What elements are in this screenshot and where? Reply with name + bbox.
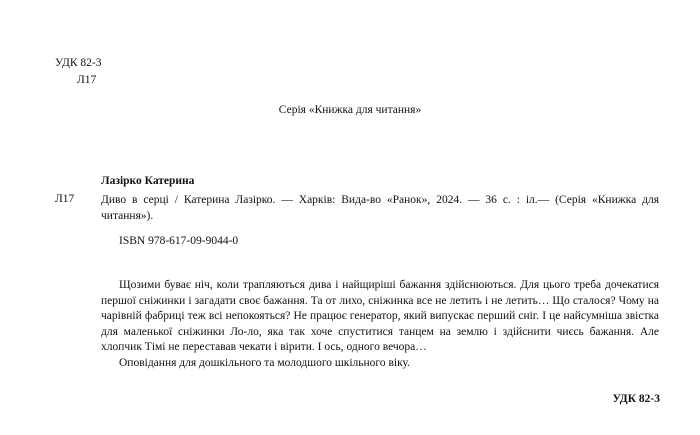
bibliographic-description: Диво в серці / Катерина Лазірко. — Харків: Вида-во «Ранок», 2024. — 36 с. : іл.— (Серія «Книжка для читання»). bbox=[101, 194, 659, 222]
abstract-audience: Оповідання для дошкільного та молодшого шкільного віку. bbox=[119, 356, 410, 369]
isbn: ISBN 978-617-09-9044-0 bbox=[119, 235, 239, 247]
udc-author-mark: Л17 bbox=[77, 74, 97, 86]
author-mark: Л17 bbox=[55, 193, 75, 205]
udc-block-top bbox=[55, 55, 101, 89]
udc-code-bottom: УДК 82-3 bbox=[612, 393, 660, 405]
series-title: Серія «Книжка для читання» bbox=[278, 104, 422, 116]
author-name: Лазірко Катерина bbox=[101, 175, 195, 187]
udc-code: УДК 82-3 bbox=[55, 57, 102, 69]
abstract bbox=[101, 278, 659, 372]
abstract-paragraph: Щозими буває ніч, коли трапляються дива і найщиріші бажання здійснюються. Для цього треба дочекатися першої сніжинки і загадати своє бажання. Та от лихо, сніжинка все не летить і не летить… Що сталося? Чому на чарівній фабриці теж всі непокояться? Не працює генератор, який випускає перший сніг. І це найсумніша звістка для маленької сніжинки Ло-ло, яка так хоче спуститися танцем на землю і здійснити чиєсь бажання. Але хлопчик Тімі не переставав чекати і вірити. І ось, одного вечора… bbox=[101, 279, 659, 354]
